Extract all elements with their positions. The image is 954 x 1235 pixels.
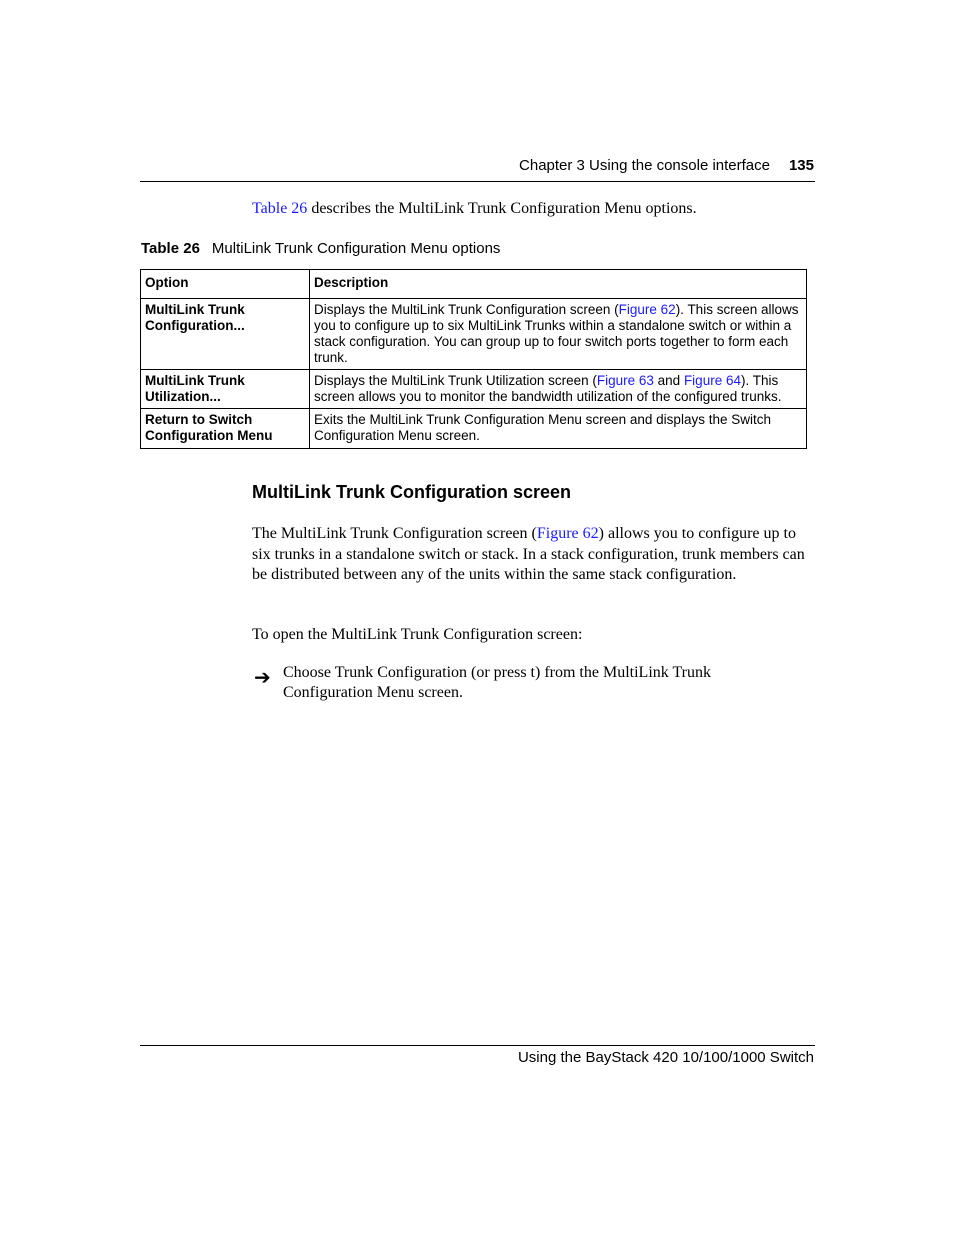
- figure-62-link[interactable]: Figure 62: [618, 302, 676, 317]
- chapter-title: Chapter 3 Using the console interface: [519, 157, 770, 174]
- figure-62-link[interactable]: Figure 62: [536, 525, 599, 542]
- description-text: Displays the MultiLink Trunk Configuration screen (: [314, 302, 619, 317]
- procedure-step: Choose Trunk Configuration (or press t) from the MultiLink Trunk Configuration Menu screen.: [283, 664, 712, 701]
- intro-paragraph: [252, 200, 697, 218]
- table-caption: [141, 240, 500, 257]
- description-text: and: [653, 373, 684, 388]
- header-description: Description: [310, 270, 807, 299]
- figure-64-link[interactable]: Figure 64: [683, 373, 741, 388]
- instruction-paragraph: To open the MultiLink Trunk Configuration screen:: [252, 626, 583, 643]
- table-26-link[interactable]: Table 26: [252, 200, 308, 217]
- table-row: [141, 409, 807, 449]
- paragraph-text: ) allows you to configure up to six trunks in a standalone switch or stack. In a stack configuration, trunk members can be distributed between any of the units within the same stack configuration.: [252, 525, 805, 583]
- intro-text: describes the MultiLink Trunk Configuration Menu options.: [307, 200, 697, 217]
- description-cell: Exits the MultiLink Trunk Configuration Menu screen and displays the Switch Configuration Menu screen.: [310, 409, 807, 449]
- option-cell: Return to Switch Configuration Menu: [141, 409, 310, 449]
- header-option: Option: [141, 270, 310, 299]
- page-header: [140, 155, 815, 182]
- description-cell: [310, 370, 807, 409]
- table-row: [141, 370, 807, 409]
- option-cell: MultiLink Trunk Configuration...: [141, 299, 310, 370]
- options-table: [140, 269, 807, 449]
- arrow-right-icon: ➔: [254, 665, 271, 689]
- table-caption-title: MultiLink Trunk Configuration Menu options: [211, 240, 501, 257]
- page-number: 135: [788, 157, 814, 174]
- description-text: ). This screen allows you to monitor the bandwidth utilization of the configured trunks.: [314, 373, 782, 404]
- figure-63-link[interactable]: Figure 63: [596, 373, 654, 388]
- table-header-row: [141, 270, 807, 299]
- description-text: ). This screen allows you to configure up to six MultiLink Trunks within a standalone switch or within a stack configuration. You can group up to four switch ports together to form each trunk.: [314, 302, 799, 365]
- section-heading: MultiLink Trunk Configuration screen: [252, 482, 572, 502]
- table-caption-label: Table 26: [141, 240, 200, 257]
- body-paragraph: [252, 524, 814, 586]
- table-row: [141, 299, 807, 370]
- page-footer: [140, 1045, 815, 1066]
- paragraph-text: The MultiLink Trunk Configuration screen (: [252, 525, 537, 542]
- description-cell: [310, 299, 807, 370]
- description-text: Displays the MultiLink Trunk Utilization screen (: [314, 373, 597, 388]
- document-title: Using the BayStack 420 10/100/1000 Switch: [517, 1049, 814, 1066]
- option-cell: MultiLink Trunk Utilization...: [141, 370, 310, 409]
